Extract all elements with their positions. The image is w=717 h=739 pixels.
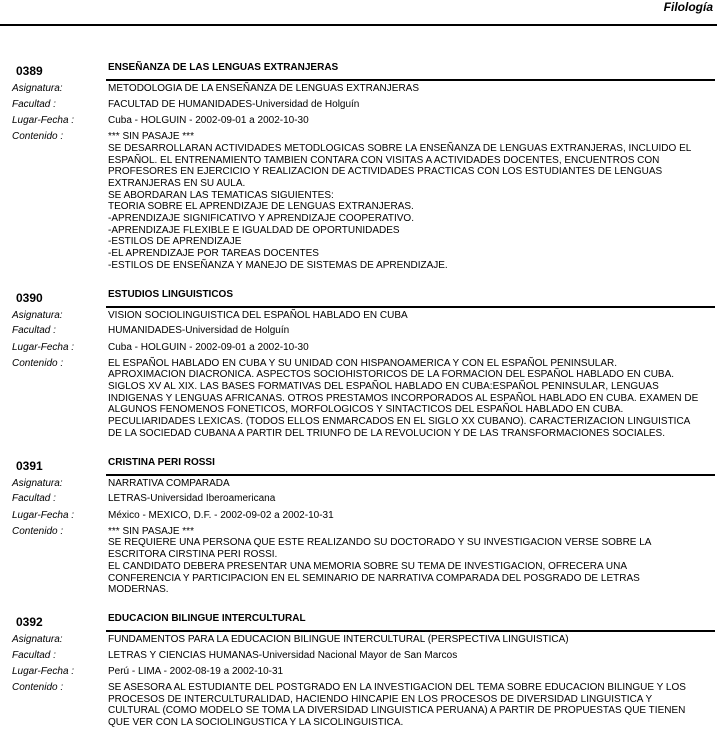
contenido-value	[108, 526, 717, 596]
contenido-line: QUE VER CON LA SOCIOLINGUSTICA Y LA SICOLINGUISTICA.	[108, 717, 404, 729]
lugar-fecha-label: Lugar-Fecha :	[12, 509, 75, 521]
lugar-fecha-row	[0, 115, 717, 127]
lugar-fecha-value: Cuba - HOLGUIN - 2002-09-01 a 2002-10-30	[108, 341, 309, 353]
contenido-line: PROCESOS DE INTERCULTURALIDAD, HACIENDO HINCAPIE EN LOS PROCESOS DE DIVERSIDAD LINGUISTICA Y	[108, 693, 653, 705]
entry-title: CRISTINA PERI ROSSI	[108, 456, 215, 468]
contenido-line: ALGUNOS FENOMENOS FONETICOS, MORFOLOGICOS Y SINTACTICOS DEL ESPAÑOL HABLADO EN CUBA.	[108, 404, 624, 416]
contenido-line: MODERNAS.	[108, 584, 169, 596]
entry-divider	[106, 630, 715, 632]
contenido-row	[0, 358, 717, 440]
contenido-line: ESPAÑOL. EL ENTRENAMIENTO TAMBIEN CONTARA CON VISITAS A ACTIVIDADES DOCENTES, ENCUENTROS CON	[108, 154, 660, 166]
asignatura-row	[0, 478, 717, 490]
entry-title: ENSEÑANZA DE LAS LENGUAS EXTRANJERAS	[108, 62, 339, 73]
entry-divider	[106, 79, 715, 81]
section-title: Filología	[663, 0, 713, 14]
asignatura-label: Asignatura:	[12, 633, 63, 645]
facultad-row	[0, 325, 717, 337]
lugar-fecha-value: Perú - LIMA - 2002-08-19 a 2002-10-31	[108, 666, 284, 678]
entry-title: ESTUDIOS LINGUISTICOS	[108, 288, 234, 300]
lugar-fecha-value: México - MEXICO, D.F. - 2002-09-02 a 2002-10-31	[108, 509, 334, 521]
lugar-fecha-value: Cuba - HOLGUIN - 2002-09-01 a 2002-10-30	[108, 115, 309, 127]
entry	[0, 55, 717, 272]
contenido-line: PECULIARIDADES LEXICAS. (TODOS ELLOS ENMARCADOS EN EL SIGLO XX CUBANO). CARACTERIZACION LINGUISTICA	[108, 416, 691, 428]
contenido-row	[0, 682, 717, 729]
facultad-value: LETRAS-Universidad Iberoamericana	[108, 493, 276, 505]
contenido-line: SE ABORDARAN LAS TEMATICAS SIGUIENTES:	[108, 189, 334, 201]
contenido-line: -ESTILOS DE APRENDIZAJE	[108, 236, 242, 248]
entry-header	[0, 606, 717, 632]
asignatura-label: Asignatura:	[12, 309, 63, 321]
page-header	[0, 0, 717, 26]
contenido-line: CONFERENCIA Y PARTICIPACION EN EL SEMINARIO DE NARRATIVA COMPARADA DEL POSGRADO DE LETRAS	[108, 572, 640, 584]
lugar-fecha-row	[0, 342, 717, 354]
entry-divider	[106, 474, 715, 476]
entry-divider	[106, 306, 715, 308]
contenido-line: SE ASESORA AL ESTUDIANTE DEL POSTGRADO EN LA INVESTIGACION DEL TEMA SOBRE EDUCACION BILINGUE Y LOS	[108, 682, 686, 694]
entry-code: 0389	[16, 64, 43, 78]
contenido-line: *** SIN PASAJE ***	[108, 525, 194, 537]
asignatura-label: Asignatura:	[12, 477, 63, 489]
entry-header	[0, 450, 717, 476]
contenido-line: DE LA SOCIEDAD CUBANA A PARTIR DEL TRIUNFO DE LA REVOLUCION Y DE LAS TRANSFORMACIONES SOCIALES.	[108, 427, 666, 439]
facultad-label: Facultad :	[12, 325, 56, 337]
entry-header	[0, 55, 717, 81]
contenido-line: EL ESPAÑOL HABLADO EN CUBA Y SU UNIDAD CON HISPANOAMERICA Y CON EL ESPAÑOL PENINSULAR.	[108, 357, 618, 369]
contenido-value	[108, 358, 717, 440]
contenido-row	[0, 526, 717, 596]
lugar-fecha-row	[0, 510, 717, 522]
entry-code: 0392	[16, 614, 43, 629]
facultad-row	[0, 650, 717, 662]
lugar-fecha-label: Lugar-Fecha :	[12, 666, 75, 678]
entry	[0, 282, 717, 440]
contenido-line: EXTRANJERAS EN SU AULA.	[108, 177, 246, 189]
asignatura-row	[0, 634, 717, 646]
facultad-label: Facultad :	[12, 98, 56, 110]
facultad-row	[0, 99, 717, 111]
asignatura-value: METODOLOGIA DE LA ENSEÑANZA DE LENGUAS EXTRANJERAS	[108, 83, 420, 94]
asignatura-row	[0, 83, 717, 95]
entry-header	[0, 282, 717, 308]
contenido-line: EL CANDIDATO DEBERA PRESENTAR UNA MEMORIA SOBRE SU TEMA DE INVESTIGACION, OFRECERA UNA	[108, 560, 627, 572]
asignatura-value: NARRATIVA COMPARADA	[108, 477, 230, 489]
facultad-value: LETRAS Y CIENCIAS HUMANAS-Universidad Nacional Mayor de San Marcos	[108, 649, 458, 661]
contenido-line: PROFESORES EN EJERCICIO Y REALIZACION DE ACTIVIDADES PRACTICAS CON LOS ESTUDIANTES DE LENGUAS	[108, 166, 663, 178]
contenido-row	[0, 131, 717, 271]
lugar-fecha-label: Lugar-Fecha :	[12, 115, 75, 127]
facultad-label: Facultad :	[12, 649, 56, 661]
contenido-line: *** SIN PASAJE ***	[108, 131, 194, 143]
contenido-label: Contenido :	[12, 525, 64, 537]
facultad-value: HUMANIDADES-Universidad de Holguín	[108, 325, 290, 337]
entry-code: 0391	[16, 458, 43, 473]
entries-list	[0, 55, 717, 739]
entry-code: 0390	[16, 290, 43, 305]
contenido-line: CULTURAL (COMO MODELO SE TOMA LA DIVERSIDAD LINGUISTICA PERUANA) A PARTIR DE PROPUESTAS QUE TIENEN	[108, 705, 686, 717]
contenido-line: SE DESARROLLARAN ACTIVIDADES METODLOGICAS SOBRE LA ENSEÑANZA DE LENGUAS EXTRANJERAS, INCLUIDO EL	[108, 142, 692, 154]
entry-title: EDUCACION BILINGUE INTERCULTURAL	[108, 612, 306, 624]
entry	[0, 606, 717, 729]
contenido-line: -APRENDIZAJE FLEXIBLE E IGUALDAD DE OPORTUNIDADES	[108, 224, 400, 236]
facultad-value: FACULTAD DE HUMANIDADES-Universidad de Holguín	[108, 98, 360, 110]
asignatura-value: VISION SOCIOLINGUISTICA DEL ESPAÑOL HABLADO EN CUBA	[108, 309, 408, 321]
facultad-row	[0, 493, 717, 505]
contenido-line: -APRENDIZAJE SIGNIFICATIVO Y APRENDIZAJE COOPERATIVO.	[108, 213, 414, 225]
contenido-line: ESCRITORA CIRSTINA PERI ROSSI.	[108, 549, 278, 561]
contenido-value	[108, 131, 717, 271]
contenido-label: Contenido :	[12, 682, 64, 694]
lugar-fecha-label: Lugar-Fecha :	[12, 341, 75, 353]
contenido-line: -EL APRENDIZAJE POR TAREAS DOCENTES	[108, 248, 319, 260]
contenido-line: APROXIMACION DIACRONICA. ASPECTOS SOCIOHISTORICOS DE LA FORMACION DEL ESPAÑOL HABLADO EN CUBA.	[108, 369, 675, 381]
asignatura-label: Asignatura:	[12, 83, 63, 94]
contenido-label: Contenido :	[12, 131, 64, 143]
asignatura-value: FUNDAMENTOS PARA LA EDUCACION BILINGUE INTERCULTURAL (PERSPECTIVA LINGUISTICA)	[108, 633, 569, 645]
contenido-value	[108, 682, 717, 729]
contenido-line: SIGLOS XV AL XIX. LAS BASES FORMATIVAS DEL ESPAÑOL HABLADO EN CUBA:ESPAÑOL PENINSULAR, LENGUAS	[108, 381, 659, 393]
contenido-line: INDIGENAS Y LENGUAS AFRICANAS. OTROS PRESTAMOS INCORPORADOS AL ESPAÑOL HABLADO EN CUBA. EXAMEN DE	[108, 392, 699, 404]
entry	[0, 450, 717, 596]
asignatura-row	[0, 310, 717, 322]
contenido-line: TEORIA SOBRE EL APRENDIZAJE DE LENGUAS EXTRANJERAS.	[108, 201, 414, 213]
facultad-label: Facultad :	[12, 493, 56, 505]
lugar-fecha-row	[0, 666, 717, 678]
contenido-line: -ESTILOS DE ENSEÑANZA Y MANEJO DE SISTEMAS DE APRENDIZAJE.	[108, 259, 448, 271]
contenido-line: SE REQUIERE UNA PERSONA QUE ESTE REALIZANDO SU DOCTORADO Y SU INVESTIGACION VERSE SOBRE LA	[108, 537, 652, 549]
contenido-label: Contenido :	[12, 357, 64, 369]
